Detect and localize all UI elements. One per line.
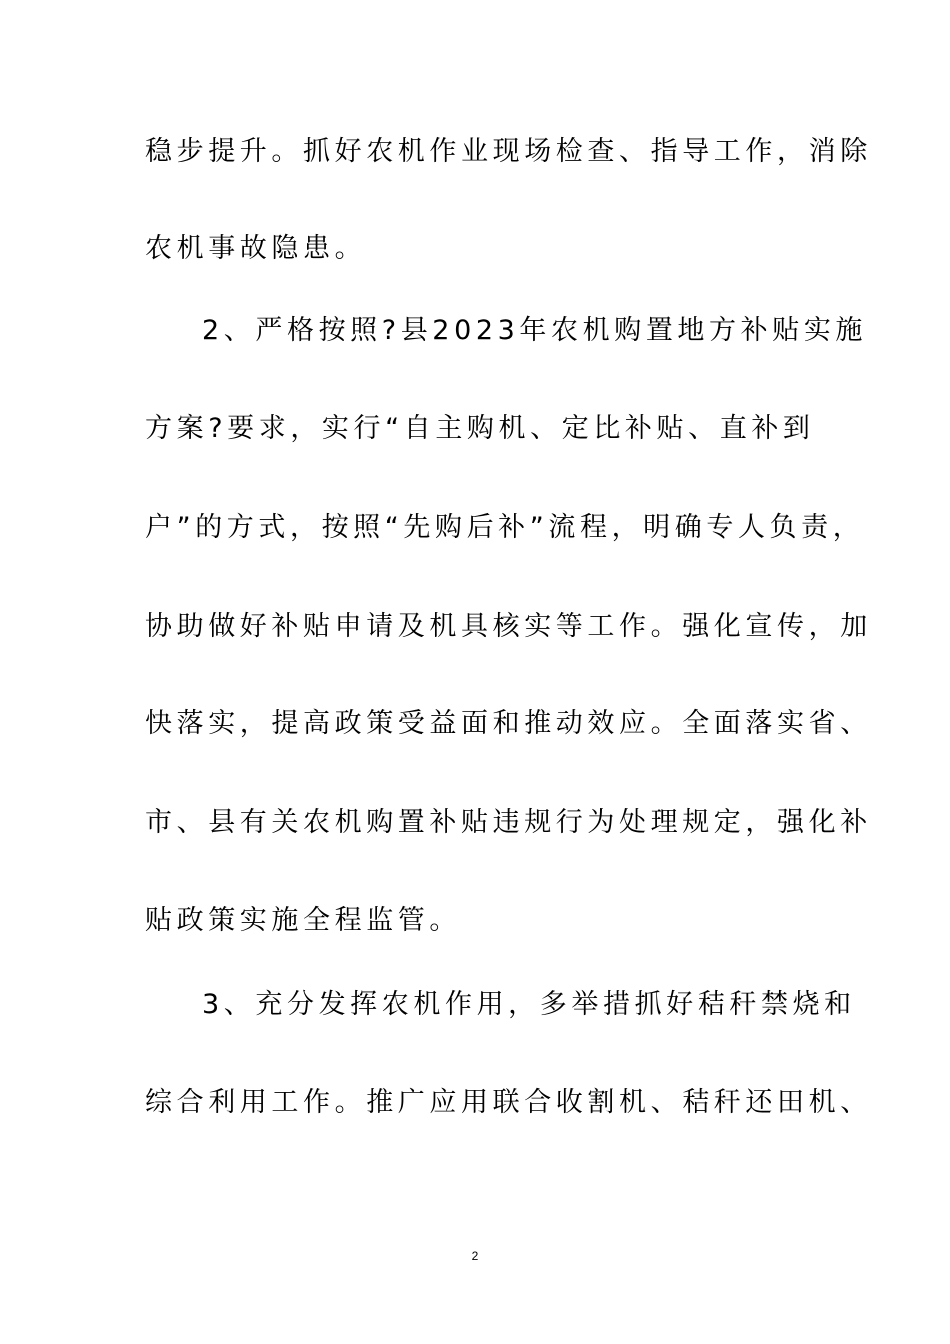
text-line-11: 综合利用工作。推广应用联合收割机、秸秆还田机、 [145,1087,872,1118]
paragraph-3-start: 3、充分发挥农机作用，多举措抓好秸秆禁烧和 [202,989,856,1020]
text-line-9: 贴政策实施全程监管。 [145,905,461,936]
text-line-1: 稳步提升。抓好农机作业现场检查、指导工作，消除 [145,136,872,167]
paragraph-2-start: 2、严格按照?县2023年农机购置地方补贴实施 [202,315,868,346]
text-line-6: 协助做好补贴申请及机具核实等工作。强化宣传，加 [145,611,872,642]
text-line-7: 快落实，提高政策受益面和推动效应。全面落实省、 [145,708,872,739]
text-line-5: 户”的方式，按照“先购后补”流程，明确专人负责， [145,512,865,543]
text-line-4: 方案?要求，实行“自主购机、定比补贴、直补到 [145,413,815,444]
text-line-2: 农机事故隐患。 [145,233,367,264]
page-number: 2 [471,1249,479,1263]
text-line-8: 市、县有关农机购置补贴违规行为处理规定，强化补 [145,807,872,838]
